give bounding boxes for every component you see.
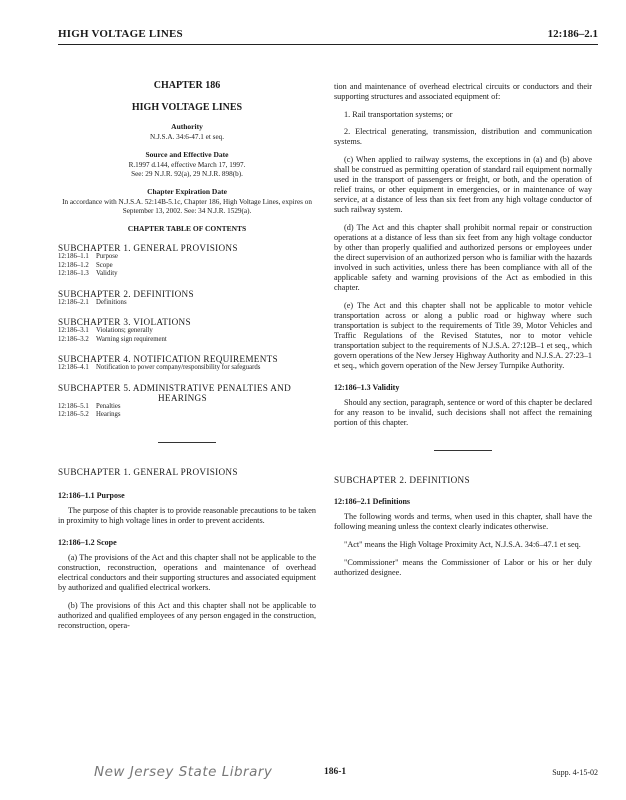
subchapter-2-heading: SUBCHAPTER 2. DEFINITIONS [334, 475, 470, 485]
paragraph: tion and maintenance of overhead electrical circuits or conductors and their supporting structures and associated equipment of: [334, 82, 592, 101]
supplement-date: Supp. 4-15-02 [552, 768, 598, 777]
paragraph: Should any section, paragraph, sentence or word of this chapter be declared for any reason to be invalid, such decisions shall not affect the remaining portion of this chapter. [334, 398, 592, 427]
source-line-1: R.1997 d.144, effective March 17, 1997. [128, 161, 246, 169]
section-heading: 12:186–1.1 Purpose [58, 490, 125, 500]
paragraph: "Act" means the High Voltage Proximity Act, N.J.S.A. 34:6–47.1 et seq. [344, 540, 581, 549]
paragraph: The following words and terms, when used in this chapter, shall have the following meaning unless the context clearly indicates otherwise. [334, 512, 592, 531]
toc-item: 12:186–5.2 Hearings [58, 411, 121, 418]
toc-item: 12:186–2.1 Definitions [58, 298, 127, 306]
paragraph: (a) The provisions of the Act and this chapter shall not be applicable to the construction, reconstruction, operations and maintenance of overhead electrical conductors and their supporting structures and associated equipment by authorized and qualified electrical workers. [58, 552, 316, 592]
authority-label: Authority [171, 122, 203, 131]
header-title: HIGH VOLTAGE LINES [58, 28, 183, 40]
page-footer [58, 764, 598, 782]
paragraph: (e) The Act and this chapter shall not be applicable to motor vehicle transportation across or along a public road or highway where such transportation is subject to the requirements of Title 39, Motor Vehicles and Traffic Regulations of the Revised Statutes, nor to motor vehicle transportation subject to the requirements of N.J.S.A. 27:12B–1 et seq., which govern operations of the New Jersey Highway Authority and N.J.S.A. 27:23–1 et seq., which govern operation of the New Jersey Turnpike Authority. [334, 301, 592, 370]
library-watermark-logo: New Jersey State Library [94, 764, 273, 780]
toc-item: 12:186–1.3 Validity [58, 270, 118, 277]
list-item: 1. Rail transportation systems; or [344, 110, 453, 119]
header-rule [58, 44, 598, 45]
toc-subchapter-4: SUBCHAPTER 4. NOTIFICATION REQUIREMENTS [58, 354, 278, 364]
section-heading: 12:186–1.2 Scope [58, 537, 117, 547]
toc-subchapter-2: SUBCHAPTER 2. DEFINITIONS [58, 288, 194, 299]
chapter-title: HIGH VOLTAGE LINES [131, 102, 243, 113]
toc-subchapter-5: SUBCHAPTER 5. ADMINISTRATIVE PENALTIES AND HEARINGS [58, 382, 292, 403]
chapter-number: CHAPTER 186 [153, 80, 221, 91]
section-heading: 12:186–1.3 Validity [334, 383, 400, 392]
paragraph: (c) When applied to railway systems, the exceptions in (a) and (b) above shall be construed as permitting operation of standard rail equipment normally used in the transport of passengers or freight, or both, and the operation of relief trains, or other equipment in emergencies, or in maintenance of way service, at a distance of less than six feet from any high voltage conductor of such railway system. [334, 155, 592, 214]
authority-text: N.J.S.A. 34:6-47.1 et seq. [149, 133, 225, 141]
toc-item: 12:186–1.2 Scope [58, 261, 113, 269]
paragraph: (d) The Act and this chapter shall prohibit normal repair or construction operations at a distance of less than six feet from any high voltage conductor by other than properly qualified and authorized persons or employees under the direct supervision of an authorized person who is familiar with the hazards involved in such activities, unless there has been compliance with all of the applicable safety and warning provisions of the Act as embodied in this chapter. [334, 223, 592, 292]
left-column [58, 80, 316, 631]
toc-subchapter-3: SUBCHAPTER 3. VIOLATIONS [58, 317, 191, 327]
section-heading: 12:186–2.1 Definitions [334, 497, 410, 506]
page-number: 186-1 [324, 767, 347, 777]
paragraph: The purpose of this chapter is to provide reasonable precautions to be taken in proximity to high voltage lines in order to prevent accidents. [58, 505, 316, 525]
expiration-label: Chapter Expiration Date [147, 187, 227, 196]
header-section-number: 12:186–2.1 [547, 28, 598, 40]
toc-item: 12:186–4.1 Notification to power company/responsibility for safeguards [58, 364, 261, 371]
paragraph: "Commissioner" means the Commissioner of Labor or his or her duly authorized designee. [334, 558, 592, 577]
toc-item: 12:186–3.2 Warning sign requirement [58, 335, 167, 343]
toc-item: 12:186–5.1 Penalties [58, 402, 121, 410]
source-line-2: See: 29 N.J.R. 92(a), 29 N.J.R. 898(b). [131, 170, 243, 178]
right-column [334, 82, 592, 578]
toc-item: 12:186–3.1 Violations; generally [58, 327, 153, 334]
paragraph: (b) The provisions of this Act and this chapter shall not be applicable to authorized and qualified employees of any person engaged in the construction, reconstruction, opera- [58, 600, 316, 630]
toc-label: CHAPTER TABLE OF CONTENTS [127, 224, 247, 233]
toc-subchapter-1: SUBCHAPTER 1. GENERAL PROVISIONS [58, 243, 238, 253]
source-label: Source and Effective Date [145, 150, 229, 159]
toc-item: 12:186–1.1 Purpose [58, 253, 118, 260]
expiration-text: In accordance with N.J.S.A. 52:14B-5.1c, Chapter 186, High Voltage Lines, expires on September 13, 2002. See: 34 N.J.R. 1529(a). [62, 198, 312, 215]
list-item: 2. Electrical generating, transmission, distribution and communication systems. [334, 127, 592, 146]
subchapter-1-heading: SUBCHAPTER 1. GENERAL PROVISIONS [58, 466, 238, 477]
running-header [58, 28, 598, 44]
